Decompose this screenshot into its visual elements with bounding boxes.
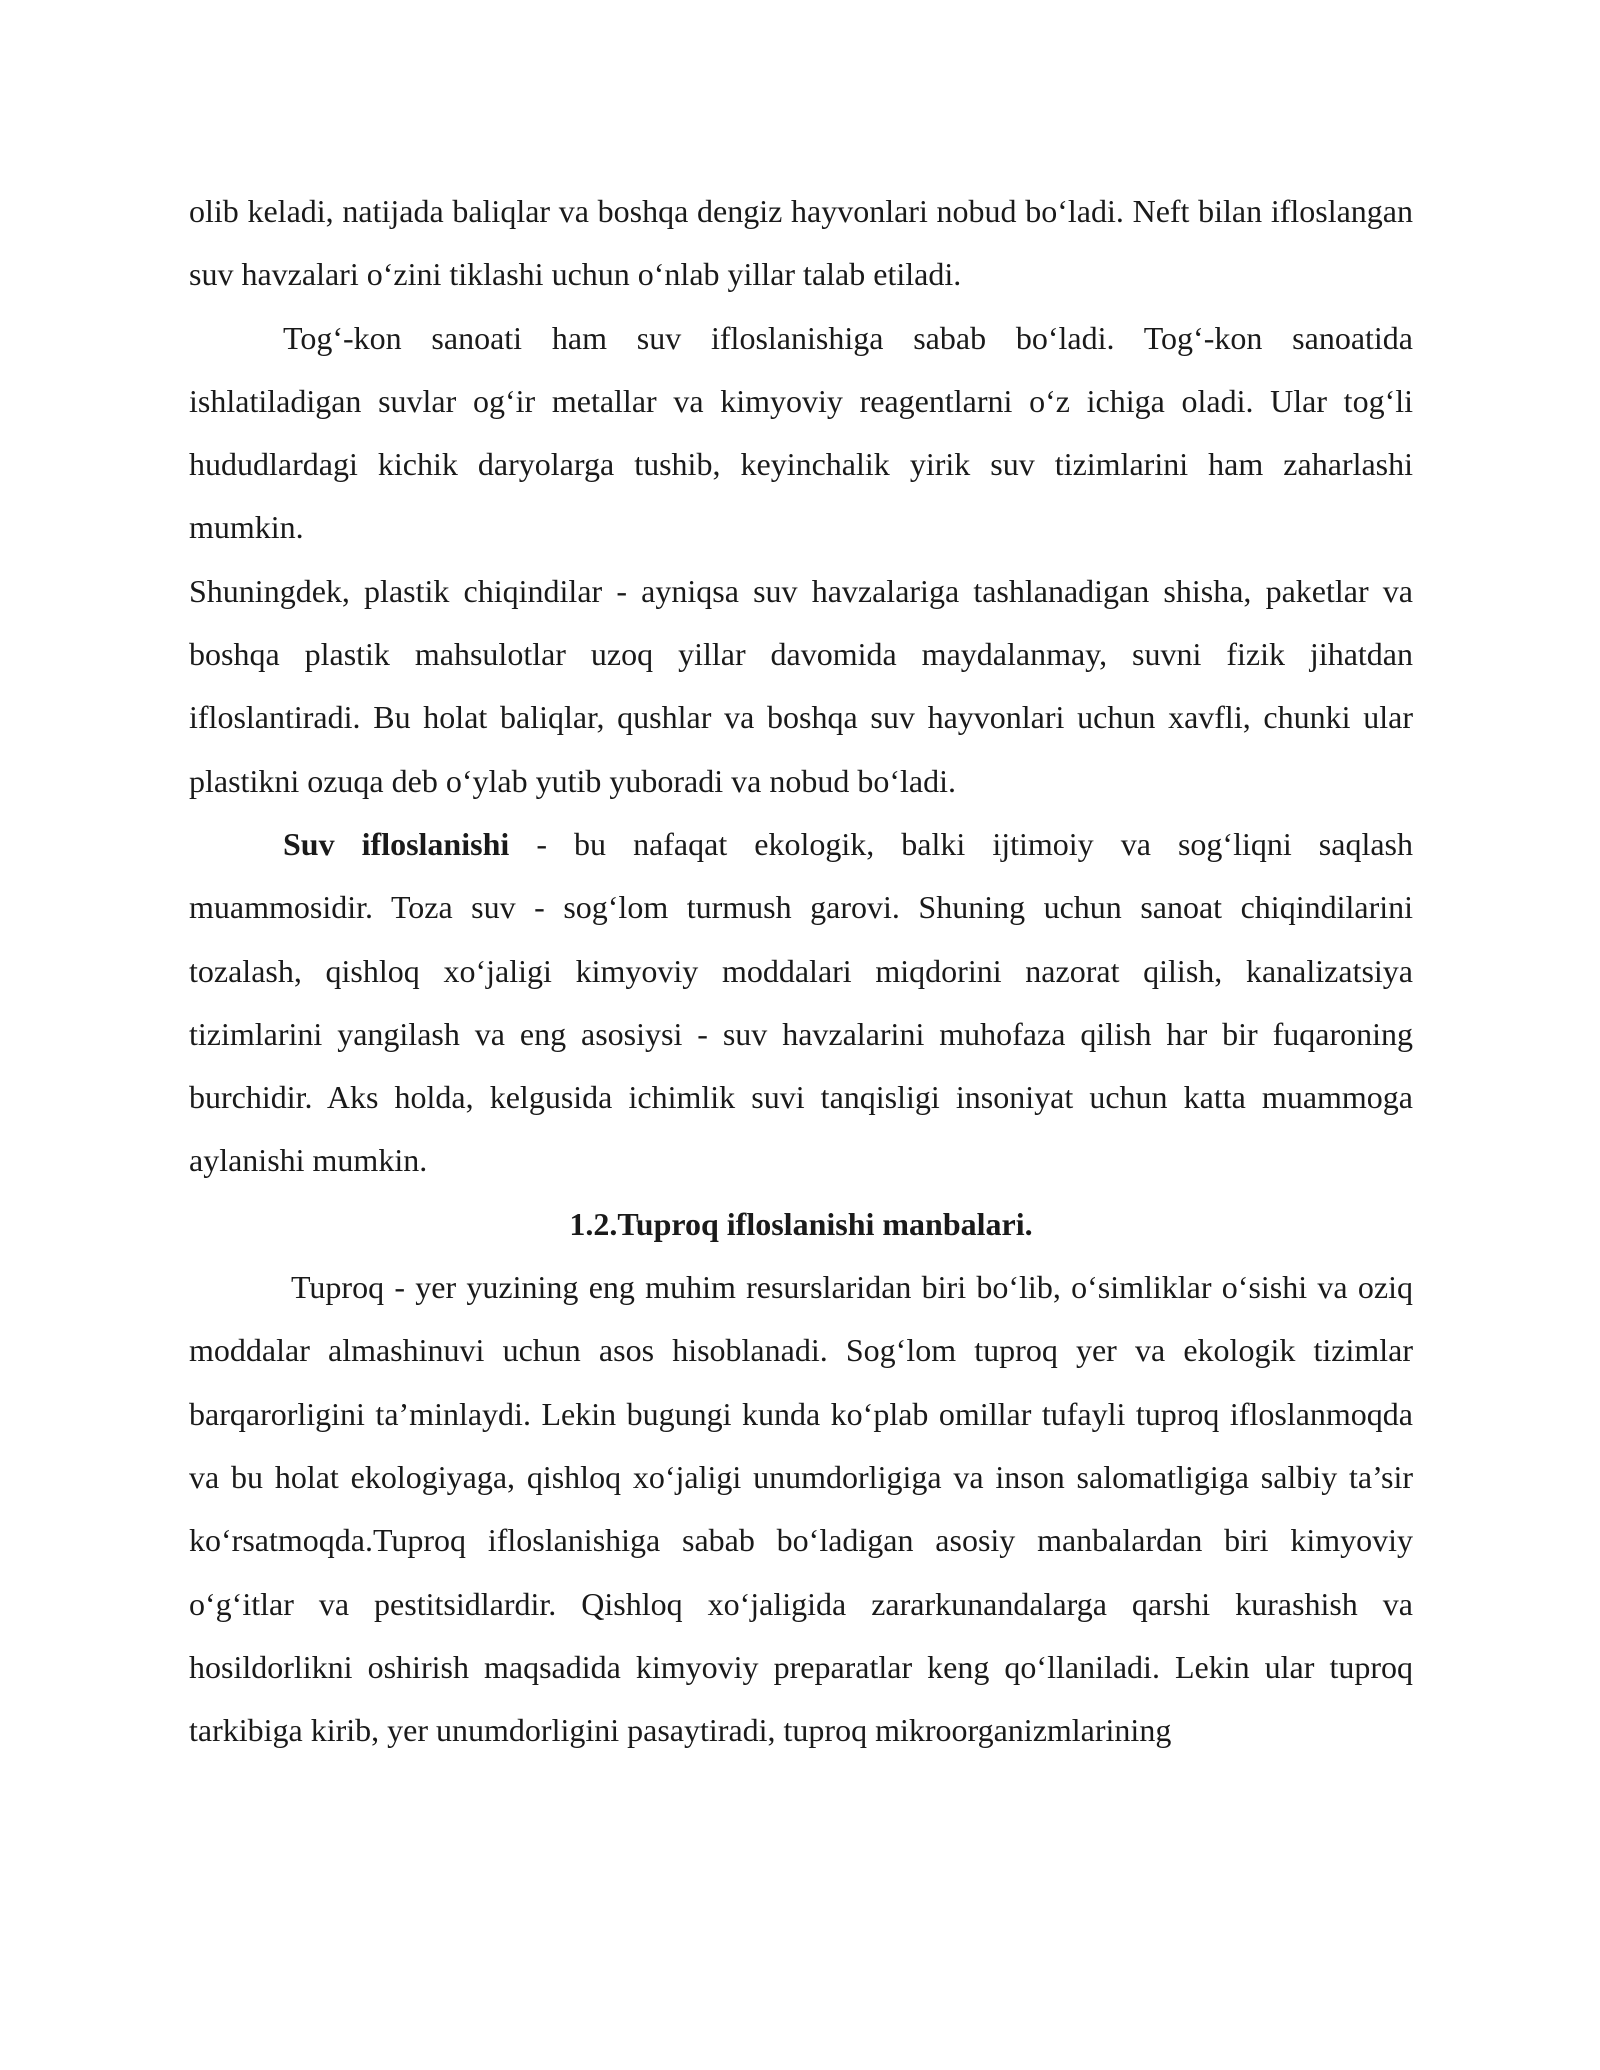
paragraph-neft-continuation: olib keladi, natijada baliqlar va boshqa dengiz hayvonlari nobud bo‘ladi. Neft bilan ifloslangan suv havzalari o‘zini tiklashi uchun o‘nlab yillar talab etiladi. xyxy=(189,193,1413,293)
paragraph-plastik: Shuningdek, plastik chiqindilar - ayniqsa suv havzalariga tashlanadigan shisha, paketlar va boshqa plastik mahsulotlar uzoq yillar davomida maydalanmay, suvni fizik jihatdan ifloslantiradi. Bu holat baliqlar, qushlar va boshqa suv hayvonlari uchun xavfli, chunki ular plastikni ozuqa deb o‘ylab yutib yuboradi va nobud bo‘ladi. xyxy=(189,572,1413,799)
paragraph-suv-ifloslanishi xyxy=(189,813,1413,1193)
document-page xyxy=(189,180,1413,1762)
paragraph-body: - bu nafaqat ekologik, balki ijtimoiy va sog‘liqni saqlash muammosidir. Toza suv - sog‘lom turmush garovi. Shuning uchun sanoat chiqindilarini tozalash, qishloq xo‘jaligi kimyoviy moddalari miqdorini nazorat qilish, kanalizatsiya tizimlarini yangilash va eng asosiysi - suv havzalarini muhofaza qilish har bir fuqaroning burchidir. Aks holda, kelgusida ichimlik suvi tanqisligi insoniyat uchun katta muammoga aylanishi mumkin. xyxy=(189,825,1414,1179)
bold-term: Suv ifloslanishi xyxy=(283,825,510,862)
paragraph-tuproq: Tuproq - yer yuzining eng muhim resurslaridan biri bo‘lib, o‘simliklar o‘sishi va oziq moddalar almashinuvi uchun asos hisoblanadi. Sog‘lom tuproq yer va ekologik tizimlar barqarorligini ta’minlaydi. Lekin bugungi kunda ko‘plab omillar tufayli tuproq ifloslanmoqda va bu holat ekologiyaga, qishloq xo‘jaligi unumdorligiga va inson salomatligiga salbiy ta’sir ko‘rsatmoqda.Tuproq ifloslanishiga sabab bo‘ladigan asosiy manbalardan biri kimyoviy o‘g‘itlar va pestitsidlardir. Qishloq xo‘jaligida zararkunandalarga qarshi kurashish va hosildorlikni oshirish maqsadida kimyoviy preparatlar keng qo‘llaniladi. Lekin ular tuproq tarkibiga kirib, yer unumdorligini pasaytiradi, tuproq mikroorganizmlarining xyxy=(189,1269,1413,1749)
section-heading: 1.2.Tuproq ifloslanishi manbalari. xyxy=(569,1205,1033,1242)
paragraph-tog-kon: Tog‘-kon sanoati ham suv ifloslanishiga sabab bo‘ladi. Tog‘-kon sanoatida ishlatiladigan suvlar og‘ir metallar va kimyoviy reagentlarni o‘z ichiga oladi. Ular tog‘li hududlardagi kichik daryolarga tushib, keyinchalik yirik suv tizimlarini ham zaharlashi mumkin. xyxy=(189,319,1413,546)
